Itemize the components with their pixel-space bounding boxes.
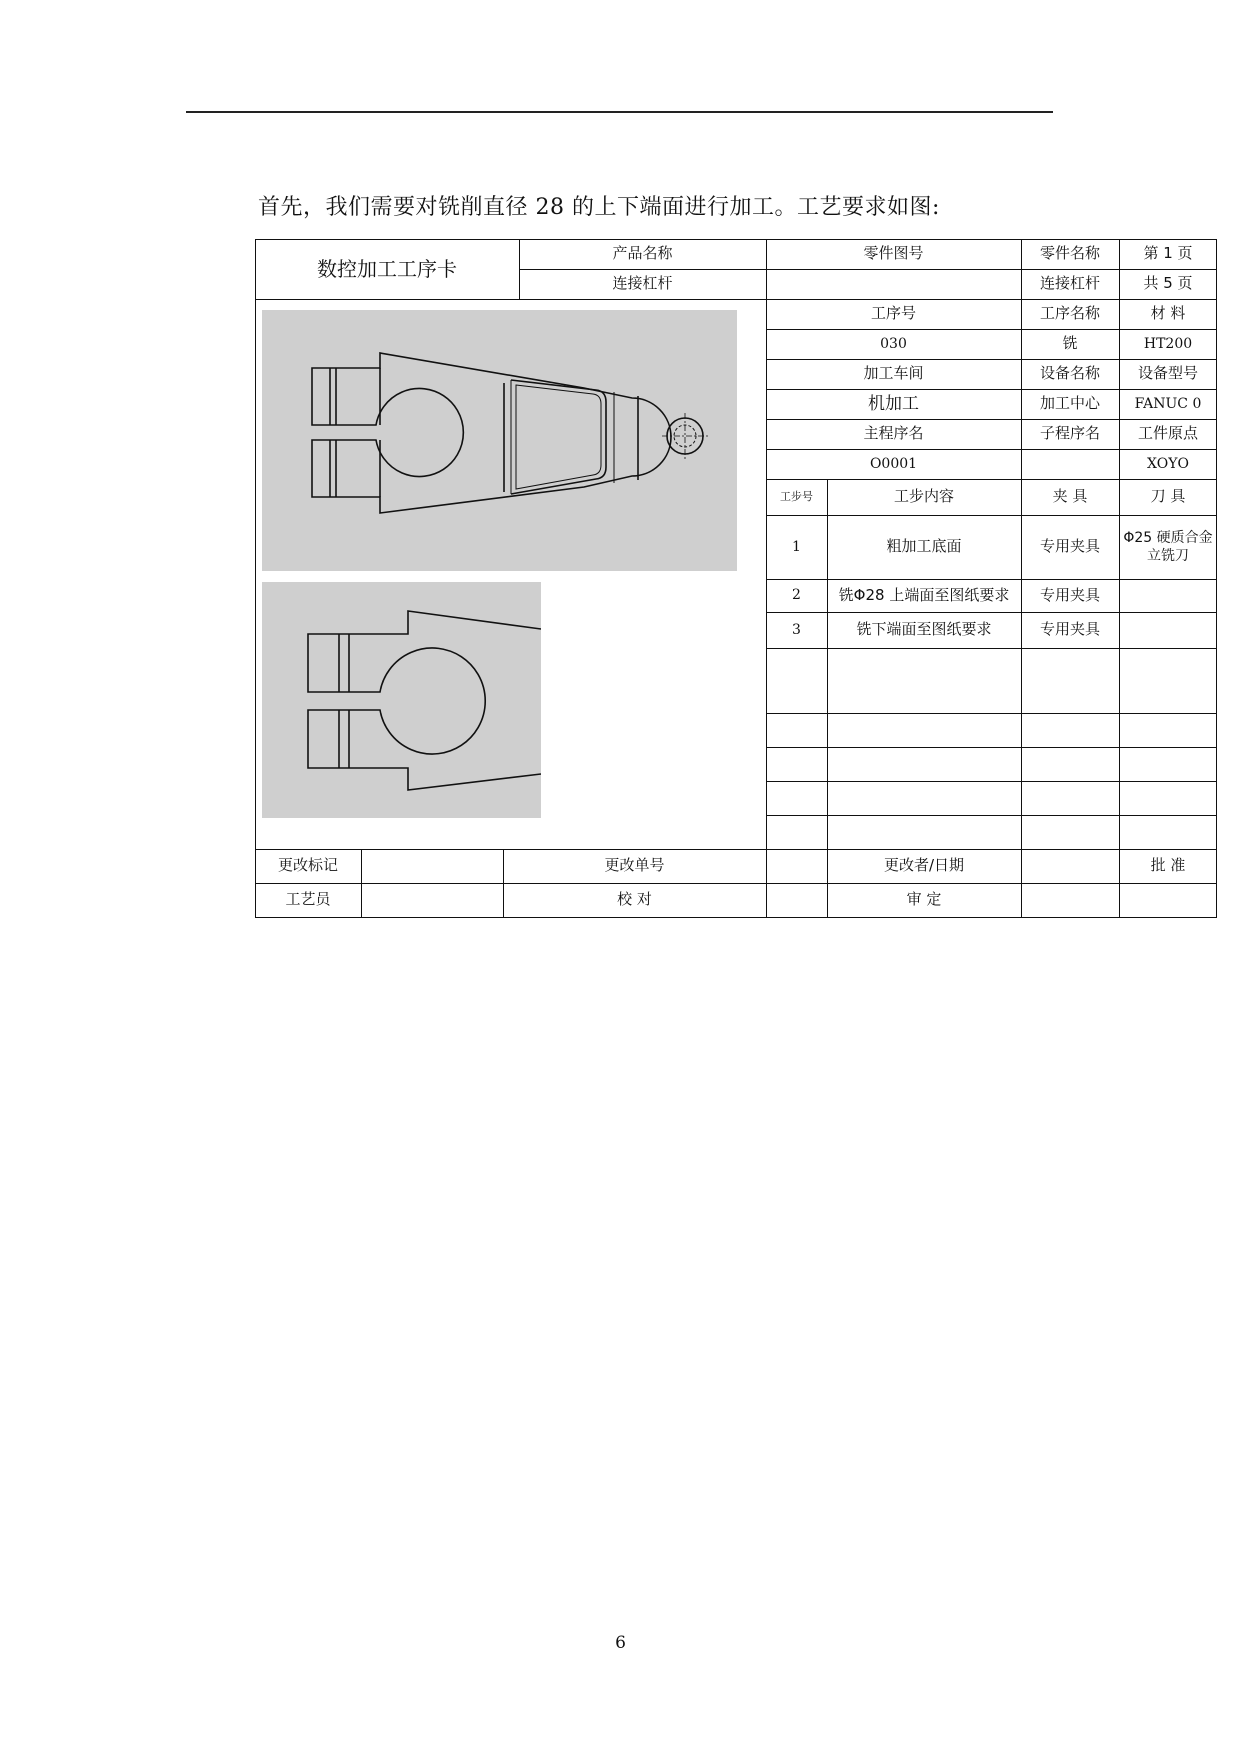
proofread-label: 校 对 <box>617 890 652 909</box>
card-title: 数控加工工序卡 <box>317 257 457 281</box>
step-content: 铣Φ28 上端面至图纸要求 <box>838 585 1010 604</box>
lever-partial-view <box>262 582 541 818</box>
step-tool: Φ25 硬质合金立铣刀 <box>1123 529 1213 564</box>
card-line <box>255 917 1217 918</box>
info-cell: 主程序名 <box>863 424 924 443</box>
change-no-label: 更改单号 <box>604 856 665 875</box>
info-cell: 加工中心 <box>1039 394 1100 413</box>
step-fixture: 专用夹具 <box>1039 537 1100 556</box>
total-pages-label: 共 5 页 <box>1143 274 1193 293</box>
info-cell: O0001 <box>869 455 918 472</box>
craftsman-label: 工艺员 <box>285 890 331 909</box>
info-cell: 设备名称 <box>1039 364 1100 383</box>
card-line <box>766 747 1217 748</box>
card-line <box>766 781 1217 782</box>
tool-header: 刀 具 <box>1150 487 1186 506</box>
step-no: 2 <box>792 587 801 604</box>
info-cell: 加工车间 <box>863 364 924 383</box>
info-cell: HT200 <box>1143 335 1193 352</box>
card-line <box>361 849 362 918</box>
part-drawing-partial <box>262 582 541 818</box>
product-name-label: 产品名称 <box>612 244 673 263</box>
card-line <box>766 815 1217 816</box>
intro-paragraph: 首先，我们需要对铣削直径 28 的上下端面进行加工。工艺要求如图: <box>258 195 940 220</box>
part-drawing-no-label: 零件图号 <box>863 244 924 263</box>
part-drawing-no-value <box>766 269 1021 299</box>
step-no: 3 <box>792 621 801 638</box>
product-name-value: 连接杠杆 <box>612 274 673 293</box>
step-no-header: 工步号 <box>780 489 813 503</box>
approve-label: 批 准 <box>1150 856 1186 875</box>
part-drawing-full <box>262 310 737 571</box>
info-cell: FANUC 0 <box>1134 395 1202 412</box>
header-rule <box>186 111 1053 113</box>
step-no: 1 <box>792 538 801 555</box>
step-content: 粗加工底面 <box>886 537 962 556</box>
info-cell: 工序名称 <box>1039 304 1100 323</box>
card-line <box>255 239 256 918</box>
part-name-value: 连接杠杆 <box>1039 274 1100 293</box>
changer-date-label: 更改者/日期 <box>883 856 965 875</box>
info-cell: 子程序名 <box>1039 424 1100 443</box>
step-tool <box>1119 612 1217 648</box>
info-cell: 铣 <box>1062 334 1078 353</box>
info-cell: 工件原点 <box>1137 424 1198 443</box>
step-fixture: 专用夹具 <box>1039 585 1100 604</box>
process-card <box>255 239 1217 918</box>
page-number: 6 <box>615 1633 626 1653</box>
lever-full-view <box>262 310 737 571</box>
info-cell: 030 <box>880 335 907 352</box>
info-cell: 设备型号 <box>1137 364 1198 383</box>
step-tool <box>1119 579 1217 612</box>
card-line <box>766 713 1217 714</box>
review-label: 审 定 <box>906 890 942 909</box>
step-content: 铣下端面至图纸要求 <box>856 620 992 639</box>
change-mark-label: 更改标记 <box>277 856 338 875</box>
info-cell: 机加工 <box>868 393 919 414</box>
card-line <box>766 648 1217 649</box>
info-cell: 材 料 <box>1150 304 1186 323</box>
info-cell <box>1021 449 1119 479</box>
info-cell: 工序号 <box>870 304 916 323</box>
part-name-label: 零件名称 <box>1039 244 1100 263</box>
info-cell: XOYO <box>1147 455 1189 472</box>
fixture-header: 夹 具 <box>1052 487 1088 506</box>
step-content-header: 工步内容 <box>893 487 954 506</box>
page-label: 第 1 页 <box>1143 244 1193 263</box>
step-fixture: 专用夹具 <box>1039 620 1100 639</box>
